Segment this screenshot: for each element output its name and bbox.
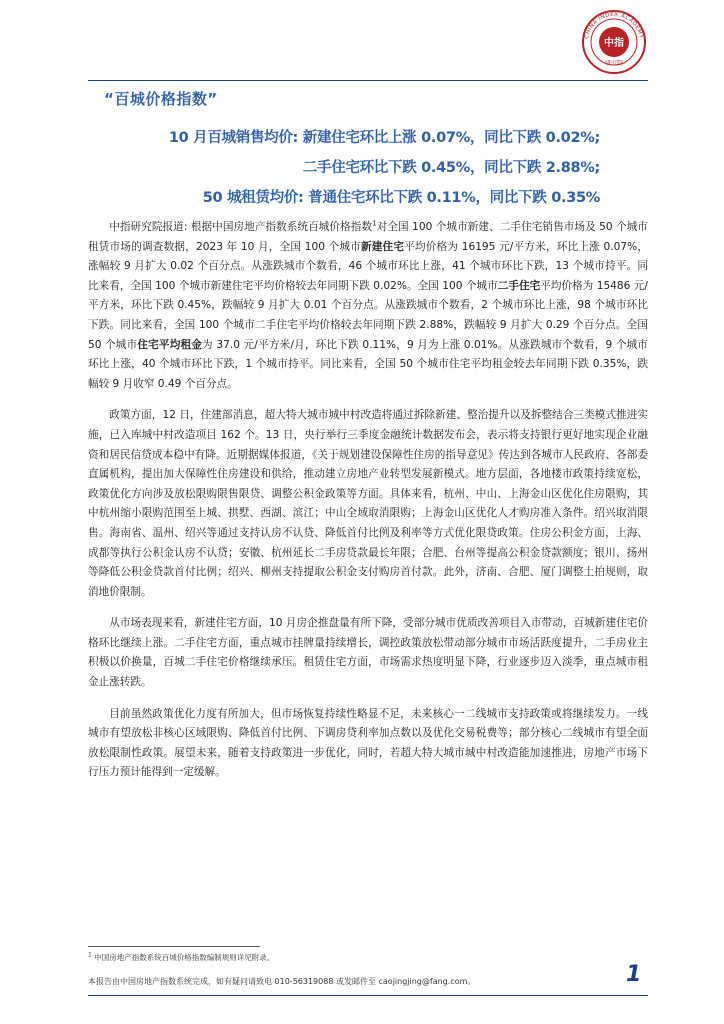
paragraph-market: 从市场表现来看，新建住宅方面，10 月房企推盘量有所下降，受部分城市优质改善项目入市带动，百城新建住宅价格环比继续上涨。二手住宅方面，重点城市挂牌量持续增长，调控政策放松带动部分城市市场活跃度提升，二手房业主积极以价换量，百城二手住宅价格继续承压。租赁住宅方面，市场需求热度明显下降，行业逐步迈入淡季，重点城市租金止涨转跌。 (88, 617, 648, 689)
headline-new-homes: 10 月百城销售均价: 新建住宅环比上涨 0.07%，同比下跌 0.02%; (168, 130, 600, 146)
paragraph-price-data: 中指研究院报道: 根据中国房地产指数系统百城价格指数$^1$对全国 100 个城市新建、二手住宅销售市场及 50 个城市租赁市场的调查数据，2023 年 10 月，全国 100 个城市新建住宅平均价格为 16195 元/平方米，环比上涨 0.07%，涨幅较 9 月扩大 0.02 个百分点。从涨跌城市个数看，46 个城市环比上涨，41 个城市环比下跌，13 个城市持平。同比来看，全国 100 个城市新建住宅平均价格较去年同期下跌 0.02%。全国 100 个城市二手住宅平均价格为 15486 元/平方米，环比下跌 0.45%，跌幅较 9 月扩大 0.01 个百分点。从涨跌城市个数看，2 个城市环比上涨，98 个城市环比下跌。同比来看，全国 100 个城市二手住宅平均价格较去年同期下跌 2.88%，跌幅较 9 月扩大 0.29 个百分点。全国 50 个城市住宅平均租金为 37.0 元/平方米/月，环比下跌 0.11%，9 月为上涨 0.01%。从涨跌城市个数看，9 个城市环比上涨，40 个城市环比下跌，1 个城市持平。同比来看，全国 50 个城市住宅平均租金较去年同期下跌 0.35%，跌幅较 9 月收窄 0.49 个百分点。 (88, 219, 649, 390)
paragraph-outlook: 目前虽然政策优化力度有所加大，但市场恢复持续性略显不足，未来核心一二线城市支持政策或将继续发力。一线城市有望放松非核心区域限购、降低首付比例、下调房贷利率加点数以及优化交易税费等；部分核心二线城市有望全面放松限制性政策。展望未来，随着支持政策进一步优化，同时，若超大特大城市城中村改造能加速推进，房地产市场下行压力预计能得到一定缓解。 (88, 707, 648, 779)
footer-contact: 本报告由中国房地产指数系统完成，如有疑问请致电 010-56319088 或发邮件至 caojingjing@fang.com。 (88, 977, 476, 986)
section-label: “百城价格指数” (104, 90, 218, 108)
footnote-marker: 1 (372, 219, 377, 228)
header-rule (88, 80, 648, 81)
china-index-academy-logo (580, 8, 648, 76)
logo-center-text: 中指 (604, 38, 624, 49)
footer-rule (88, 995, 648, 996)
footnote-rule (88, 946, 260, 947)
logo-ring-text: CHINA INDEX ACADEMY (584, 11, 644, 40)
page-number: 1 (626, 962, 642, 987)
logo-sub-text: 研究院 (604, 60, 624, 67)
paragraph-policy: 政策方面，12 日，住建部消息，超大特大城市城中村改造将通过拆除新建、整治提升以及拆整结合三类模式推进实施，已入库城中村改造项目 162 个。13 日，央行举行三季度金融统计数据发布会，表示将支持银行更好地实现企业融资和居民信贷成本稳中有降。近期据媒体报道，《关于规划建设保障性住房的指导意见》传达到各城市人民政府、各部委直属机构，提出加大保障性住房建设和供给，推动建立房地产业转型发展新模式。地方层面，各地楼市政策持续宽松，政策优化方向涉及放松限购限售限贷、调整公积金政策等方面。具体来看，杭州、中山、上海金山区优化住房限购，其中杭州缩小限购范围至上城、拱墅、西湖、滨江；中山全域取消限购；上海金山区优化人才购房准入条件。绍兴取消限售。海南省、温州、绍兴等通过支持认房不认贷、降低首付比例及利率等方式优化限贷政策。住房公积金方面，上海、成都等执行公积金认房不认贷；安徽、杭州延长二手房贷款最长年限；合肥、台州等提高公积金贷款额度；银川、扬州等降低公积金贷款首付比例；绍兴、柳州支持提取公积金支付购房首付款。此外，济南、合肥、厦门调整土拍规则，取消地价限制。 (88, 409, 648, 598)
report-body (88, 218, 648, 795)
headline-rental: 50 城租赁均价: 普通住宅环比下跌 0.11%，同比下跌 0.35% (202, 190, 600, 206)
headline-resale-homes: 二手住宅环比下跌 0.45%，同比下跌 2.88%; (302, 160, 600, 176)
footnote: $^1$ 中国房地产指数系统百城价格指数编制规则详见附录。 (88, 951, 275, 962)
